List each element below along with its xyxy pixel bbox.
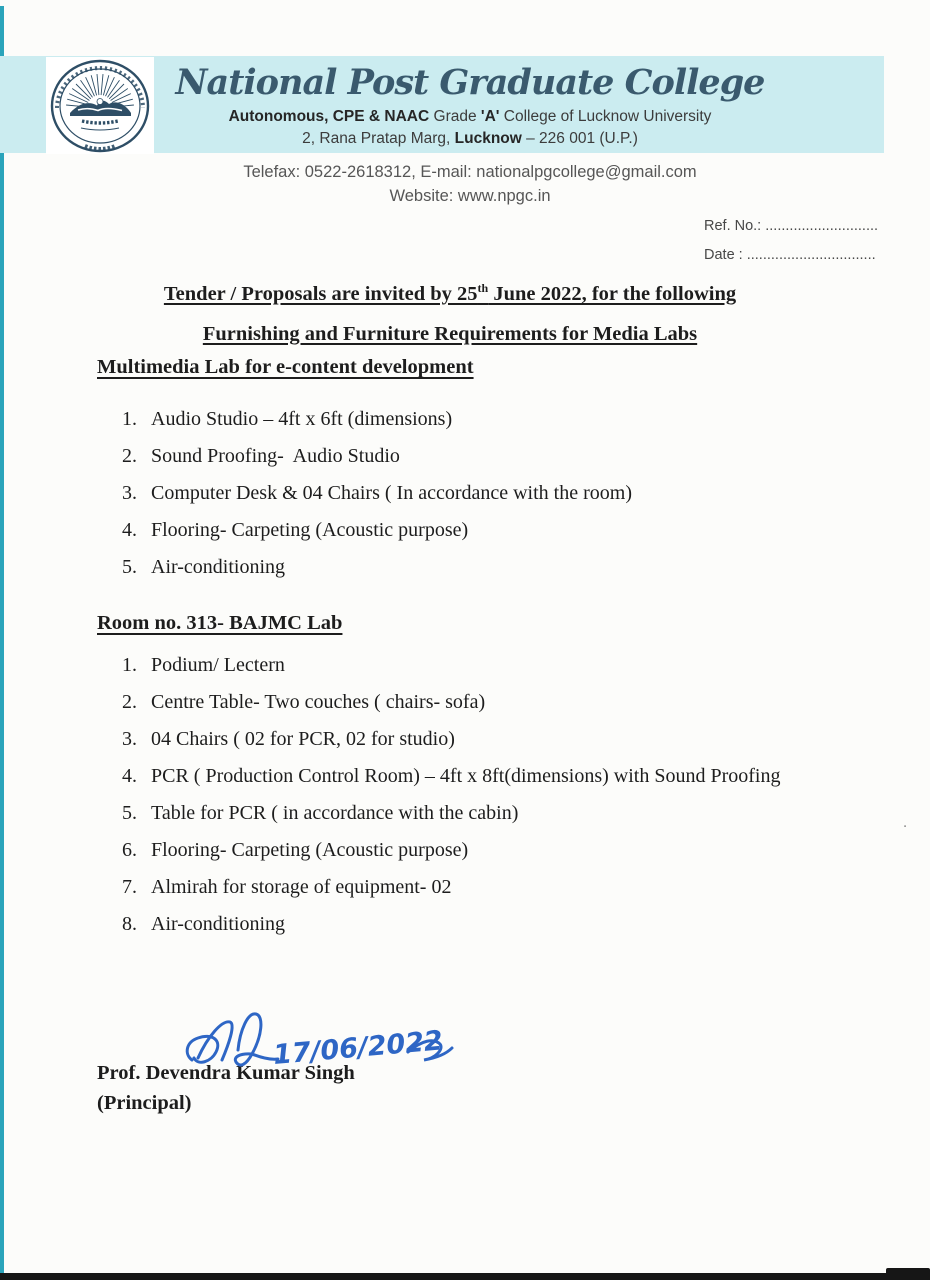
list-item-text: Flooring- Carpeting (Acoustic purpose) — [151, 519, 469, 541]
ordinal-sup: th — [477, 281, 489, 295]
title-line-2: Furnishing and Furniture Requirements for Media Labs — [202, 322, 698, 345]
list-item-number: 4. — [122, 519, 137, 541]
college-address: 2, Rana Pratap Marg, Lucknow – 226 001 (U.P.) — [302, 130, 638, 147]
list-item-text: Air-conditioning — [151, 913, 286, 935]
list-item — [122, 438, 814, 475]
scan-edge-bottom-bump — [886, 1268, 930, 1275]
bajmc-lab-list — [122, 647, 814, 943]
list-item-text: Flooring- Carpeting (Acoustic purpose) — [151, 839, 469, 861]
list-item-number: 3. — [122, 482, 137, 504]
tagline-bold: Autonomous, CPE & NAAC — [228, 108, 430, 125]
list-item — [122, 401, 814, 438]
list-item-text: Computer Desk & 04 Chairs ( In accordance with the room) — [151, 482, 632, 504]
college-tagline: Autonomous, CPE & NAAC Grade 'A' College of Lucknow University — [228, 108, 712, 125]
scan-speck: · — [903, 820, 908, 835]
list-item — [122, 832, 814, 869]
list-item — [122, 549, 814, 586]
list-item-number: 6. — [122, 839, 137, 861]
list-item — [122, 647, 814, 684]
list-item-text: Sound Proofing- Audio Studio — [151, 445, 400, 467]
list-item-text: 04 Chairs ( 02 for PCR, 02 for studio) — [151, 728, 455, 750]
list-item-number: 2. — [122, 445, 137, 467]
ref-no-line: Ref. No.: ............................ — [704, 218, 879, 234]
list-item — [122, 721, 814, 758]
list-item-number: 1. — [122, 408, 137, 430]
document-title — [60, 268, 840, 354]
list-item-text: Table for PCR ( in accordance with the cabin) — [151, 802, 519, 824]
scan-edge-bottom — [0, 1273, 930, 1280]
date-line: Date : ................................ — [704, 247, 876, 263]
list-item — [122, 684, 814, 721]
list-item-text: PCR ( Production Control Room) – 4ft x 8ft(dimensions) with Sound Proofing — [151, 765, 781, 787]
grade-a: 'A' — [480, 108, 500, 125]
title-line-1: Tender / Proposals are invited by 25th June 2022, for the following — [163, 281, 737, 305]
header-text-block — [56, 60, 884, 150]
list-item-text: Air-conditioning — [151, 556, 286, 578]
section-heading-bajmc-lab: Room no. 313- BAJMC Lab — [97, 612, 343, 634]
ref-date-block — [704, 212, 904, 270]
multimedia-lab-list — [122, 401, 814, 586]
principal-signature — [178, 1008, 458, 1084]
section-heading-multimedia-lab: Multimedia Lab for e-content development — [97, 356, 474, 378]
principal-role: (Principal) — [97, 1092, 192, 1114]
list-item-text: Almirah for storage of equipment- 02 — [151, 876, 452, 898]
list-item — [122, 512, 814, 549]
telefax-email-line: Telefax: 0522-2618312, E-mail: nationalpgcollege@gmail.com — [243, 163, 697, 181]
list-item — [122, 475, 814, 512]
list-item — [122, 795, 814, 832]
contact-block — [56, 160, 884, 208]
list-item-number: 1. — [122, 654, 137, 676]
list-item — [122, 906, 814, 943]
signature-date: 17/06/2022 — [271, 1025, 444, 1071]
list-item-number: 7. — [122, 876, 137, 898]
website-line: Website: www.npgc.in — [389, 187, 551, 205]
list-item — [122, 869, 814, 906]
list-item — [122, 758, 814, 795]
list-item-number: 3. — [122, 728, 137, 750]
list-item-text: Centre Table- Two couches ( chairs- sofa) — [151, 691, 486, 713]
principal-name: Prof. Devendra Kumar Singh — [97, 1062, 355, 1084]
college-name: National Post Graduate College — [175, 62, 765, 103]
list-item-number: 4. — [122, 765, 137, 787]
list-item-number: 5. — [122, 802, 137, 824]
list-item-text: Podium/ Lectern — [151, 654, 285, 676]
list-item-number: 8. — [122, 913, 137, 935]
list-item-text: Audio Studio – 4ft x 6ft (dimensions) — [151, 408, 453, 430]
city-bold: Lucknow — [454, 130, 522, 147]
list-item-number: 2. — [122, 691, 137, 713]
list-item-number: 5. — [122, 556, 137, 578]
scan-edge-left — [0, 6, 4, 1280]
